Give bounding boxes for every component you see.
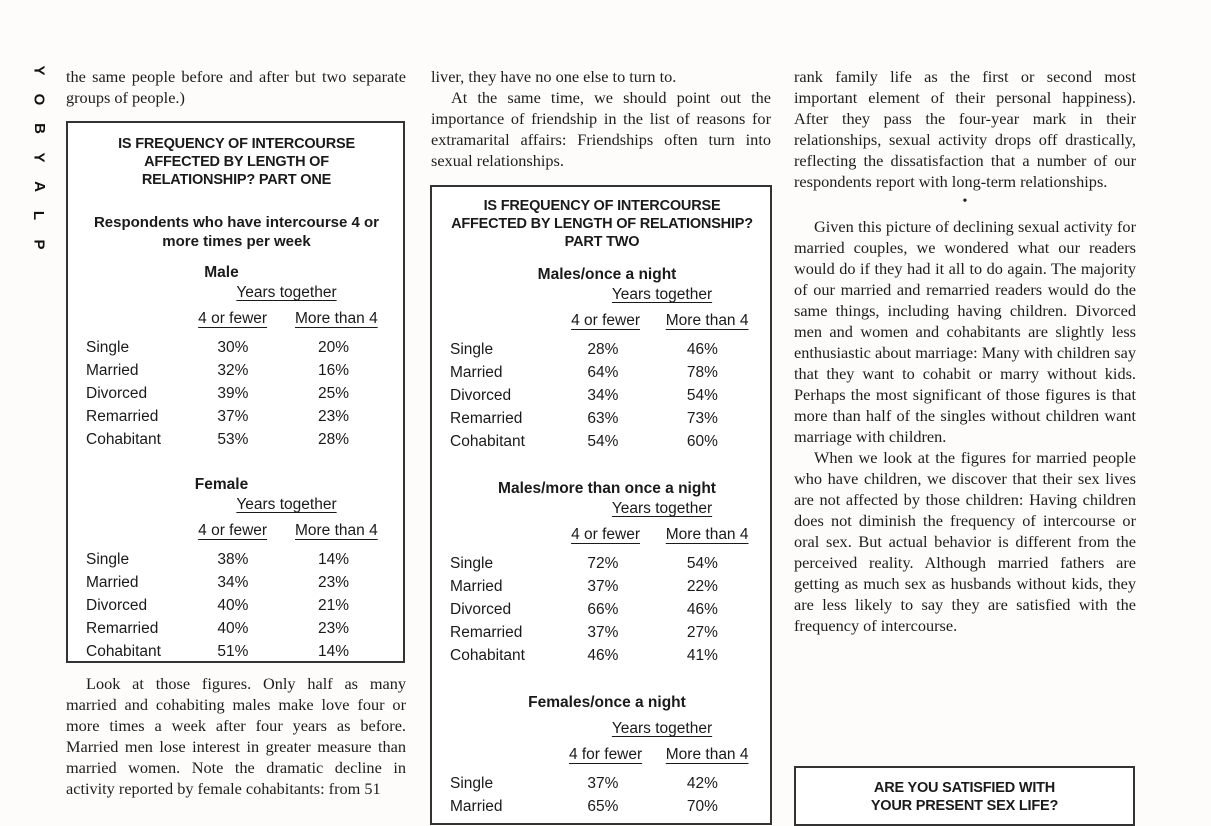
table-row: Married 64% 78% xyxy=(450,364,718,381)
body-paragraph: Look at those figures. Only half as many married and cohabiting males make love four or more times a week after four years as before. Married men lose interest in greater measure than married women. Note the dramatic decline in activity reported by female cohabitants: from 51 xyxy=(66,674,406,798)
table-satisfied xyxy=(794,766,1135,826)
sidebar-letter: L xyxy=(30,210,48,221)
table-subtitle: Respondents who have intercourse 4 or more times per week xyxy=(93,214,380,250)
years-together-label: Years together xyxy=(611,500,713,517)
sidebar-letter: Y xyxy=(30,152,48,163)
col-header-more-than-4: More than 4 xyxy=(294,310,378,327)
years-together-label: Years together xyxy=(611,286,713,303)
table-row: Divorced 39% 25% xyxy=(86,385,350,402)
table-title: IS FREQUENCY OF INTERCOURSE AFFECTED BY LENGTH OF RELATIONSHIP? PART TWO xyxy=(451,198,753,250)
table-row: Remarried 37% 23% xyxy=(86,408,350,425)
body-paragraph: Given this picture of declining sexual activity for married couples, we wondered what our readers would do if they had it all to do again. The majority of our married and remarried readers would do the same things, including having children. Divorced men and women and cohabitants are slightly less enthusiastic about marriage: Many with children say that they want to cohabit or marry without kids. Perhaps the most significant of those figures is that more than half of the singles without children want marriage with children. xyxy=(794,217,1136,446)
col-header-4-or-fewer: 4 or fewer xyxy=(571,312,641,329)
table-part-one xyxy=(66,121,405,663)
table-row: Single 30% 20% xyxy=(86,339,350,356)
col-header-4-or-fewer: 4 or fewer xyxy=(571,526,641,543)
table-row: Married 32% 16% xyxy=(86,362,350,379)
table-row: Single 28% 46% xyxy=(450,341,718,358)
table-row: Remarried 40% 23% xyxy=(86,620,350,637)
sidebar-letter: O xyxy=(30,93,48,106)
column-headers xyxy=(86,521,387,541)
years-together-label: Years together xyxy=(611,720,713,737)
table-row: Remarried 37% 27% xyxy=(450,624,718,641)
body-paragraph: the same people before and after but two separate groups of people.) xyxy=(66,67,406,107)
section-heading: Female xyxy=(194,476,249,493)
table-row: Remarried 63% 73% xyxy=(450,410,718,427)
sidebar-letter: P xyxy=(30,239,48,250)
column-headers xyxy=(86,309,387,329)
col-header-more-than-4: More than 4 xyxy=(665,526,749,543)
table-row: Cohabitant 54% 60% xyxy=(450,433,718,450)
col-header-more-than-4: More than 4 xyxy=(294,522,378,539)
table-title: IS FREQUENCY OF INTERCOURSE AFFECTED BY LENGTH OF RELATIONSHIP? PART ONE xyxy=(118,136,355,188)
body-paragraph: When we look at the figures for married people who have children, we discover that their sex lives are not affected by those children: Having children does not diminish the frequency of intercourse or oral sex. But actual behavior is different from the perceived reality. Although married fathers are getting as much sex as husbands without kids, they are less likely to say they are satisfied with the frequency of intercourse. xyxy=(794,448,1136,635)
column-1 xyxy=(66,66,406,108)
table-title: ARE YOU SATISFIED WITH YOUR PRESENT SEX LIFE? xyxy=(870,780,1059,814)
section-bullet: • xyxy=(962,194,968,209)
sidebar-letter: B xyxy=(30,123,48,134)
column-3 xyxy=(794,66,1136,636)
section-heading: Males/more than once a night xyxy=(498,480,716,497)
table-part-two xyxy=(430,185,772,825)
section-heading: Females/once a night xyxy=(528,694,686,711)
table-section-male xyxy=(86,263,387,451)
body-paragraph: liver, they have no one else to turn to. xyxy=(431,67,677,86)
col-header-more-than-4: More than 4 xyxy=(665,312,749,329)
table-row: Divorced 34% 54% xyxy=(450,387,718,404)
col-header-4-or-fewer: 4 or fewer xyxy=(198,310,268,327)
section-heading: Male xyxy=(204,264,239,281)
table-row: Divorced 40% 21% xyxy=(86,597,350,614)
table-row: Single 37% 42% xyxy=(450,775,718,792)
sidebar-letter: A xyxy=(30,181,48,192)
sidebar-letter: Y xyxy=(30,65,48,76)
column-headers xyxy=(450,745,754,765)
column-headers xyxy=(450,311,754,331)
column-headers xyxy=(450,525,754,545)
table-row: Divorced 66% 46% xyxy=(450,601,718,618)
col-header-more-than-4: More than 4 xyxy=(665,746,749,763)
column-1-lower xyxy=(66,673,406,799)
years-together-label: Years together xyxy=(236,496,337,513)
table-row: Single 38% 14% xyxy=(86,551,350,568)
table-row: Married 65% 70% xyxy=(450,798,718,815)
table-section-males-once xyxy=(450,265,754,453)
years-together-label: Years together xyxy=(236,284,337,301)
table-section-female xyxy=(86,475,387,663)
body-paragraph: At the same time, we should point out the importance of friendship in the list of reasons for extramarital affairs: Friendships often turn into sexual relationships. xyxy=(431,88,771,170)
table-section-females-once xyxy=(450,693,754,818)
col-header-4-or-fewer: 4 or fewer xyxy=(198,522,268,539)
table-row: Single 72% 54% xyxy=(450,555,718,572)
col-header-4-for-fewer: 4 for fewer xyxy=(568,746,643,763)
table-row: Cohabitant 51% 14% xyxy=(86,643,350,660)
table-row: Cohabitant 53% 28% xyxy=(86,431,350,448)
body-paragraph: rank family life as the first or second most important element of their personal happiness). After they pass the four-year mark in their relationships, sexual activity drops off drastically, reflecting the dissatisfaction that a number of our respondents report with long-term relationships. xyxy=(794,67,1136,191)
playboy-sidebar-logo xyxy=(22,62,56,253)
table-row: Cohabitant 46% 41% xyxy=(450,647,718,664)
table-section-males-more-than-once xyxy=(450,479,754,667)
table-row: Married 37% 22% xyxy=(450,578,718,595)
section-heading: Males/once a night xyxy=(537,266,677,283)
column-2 xyxy=(431,66,771,171)
table-row: Married 34% 23% xyxy=(86,574,350,591)
